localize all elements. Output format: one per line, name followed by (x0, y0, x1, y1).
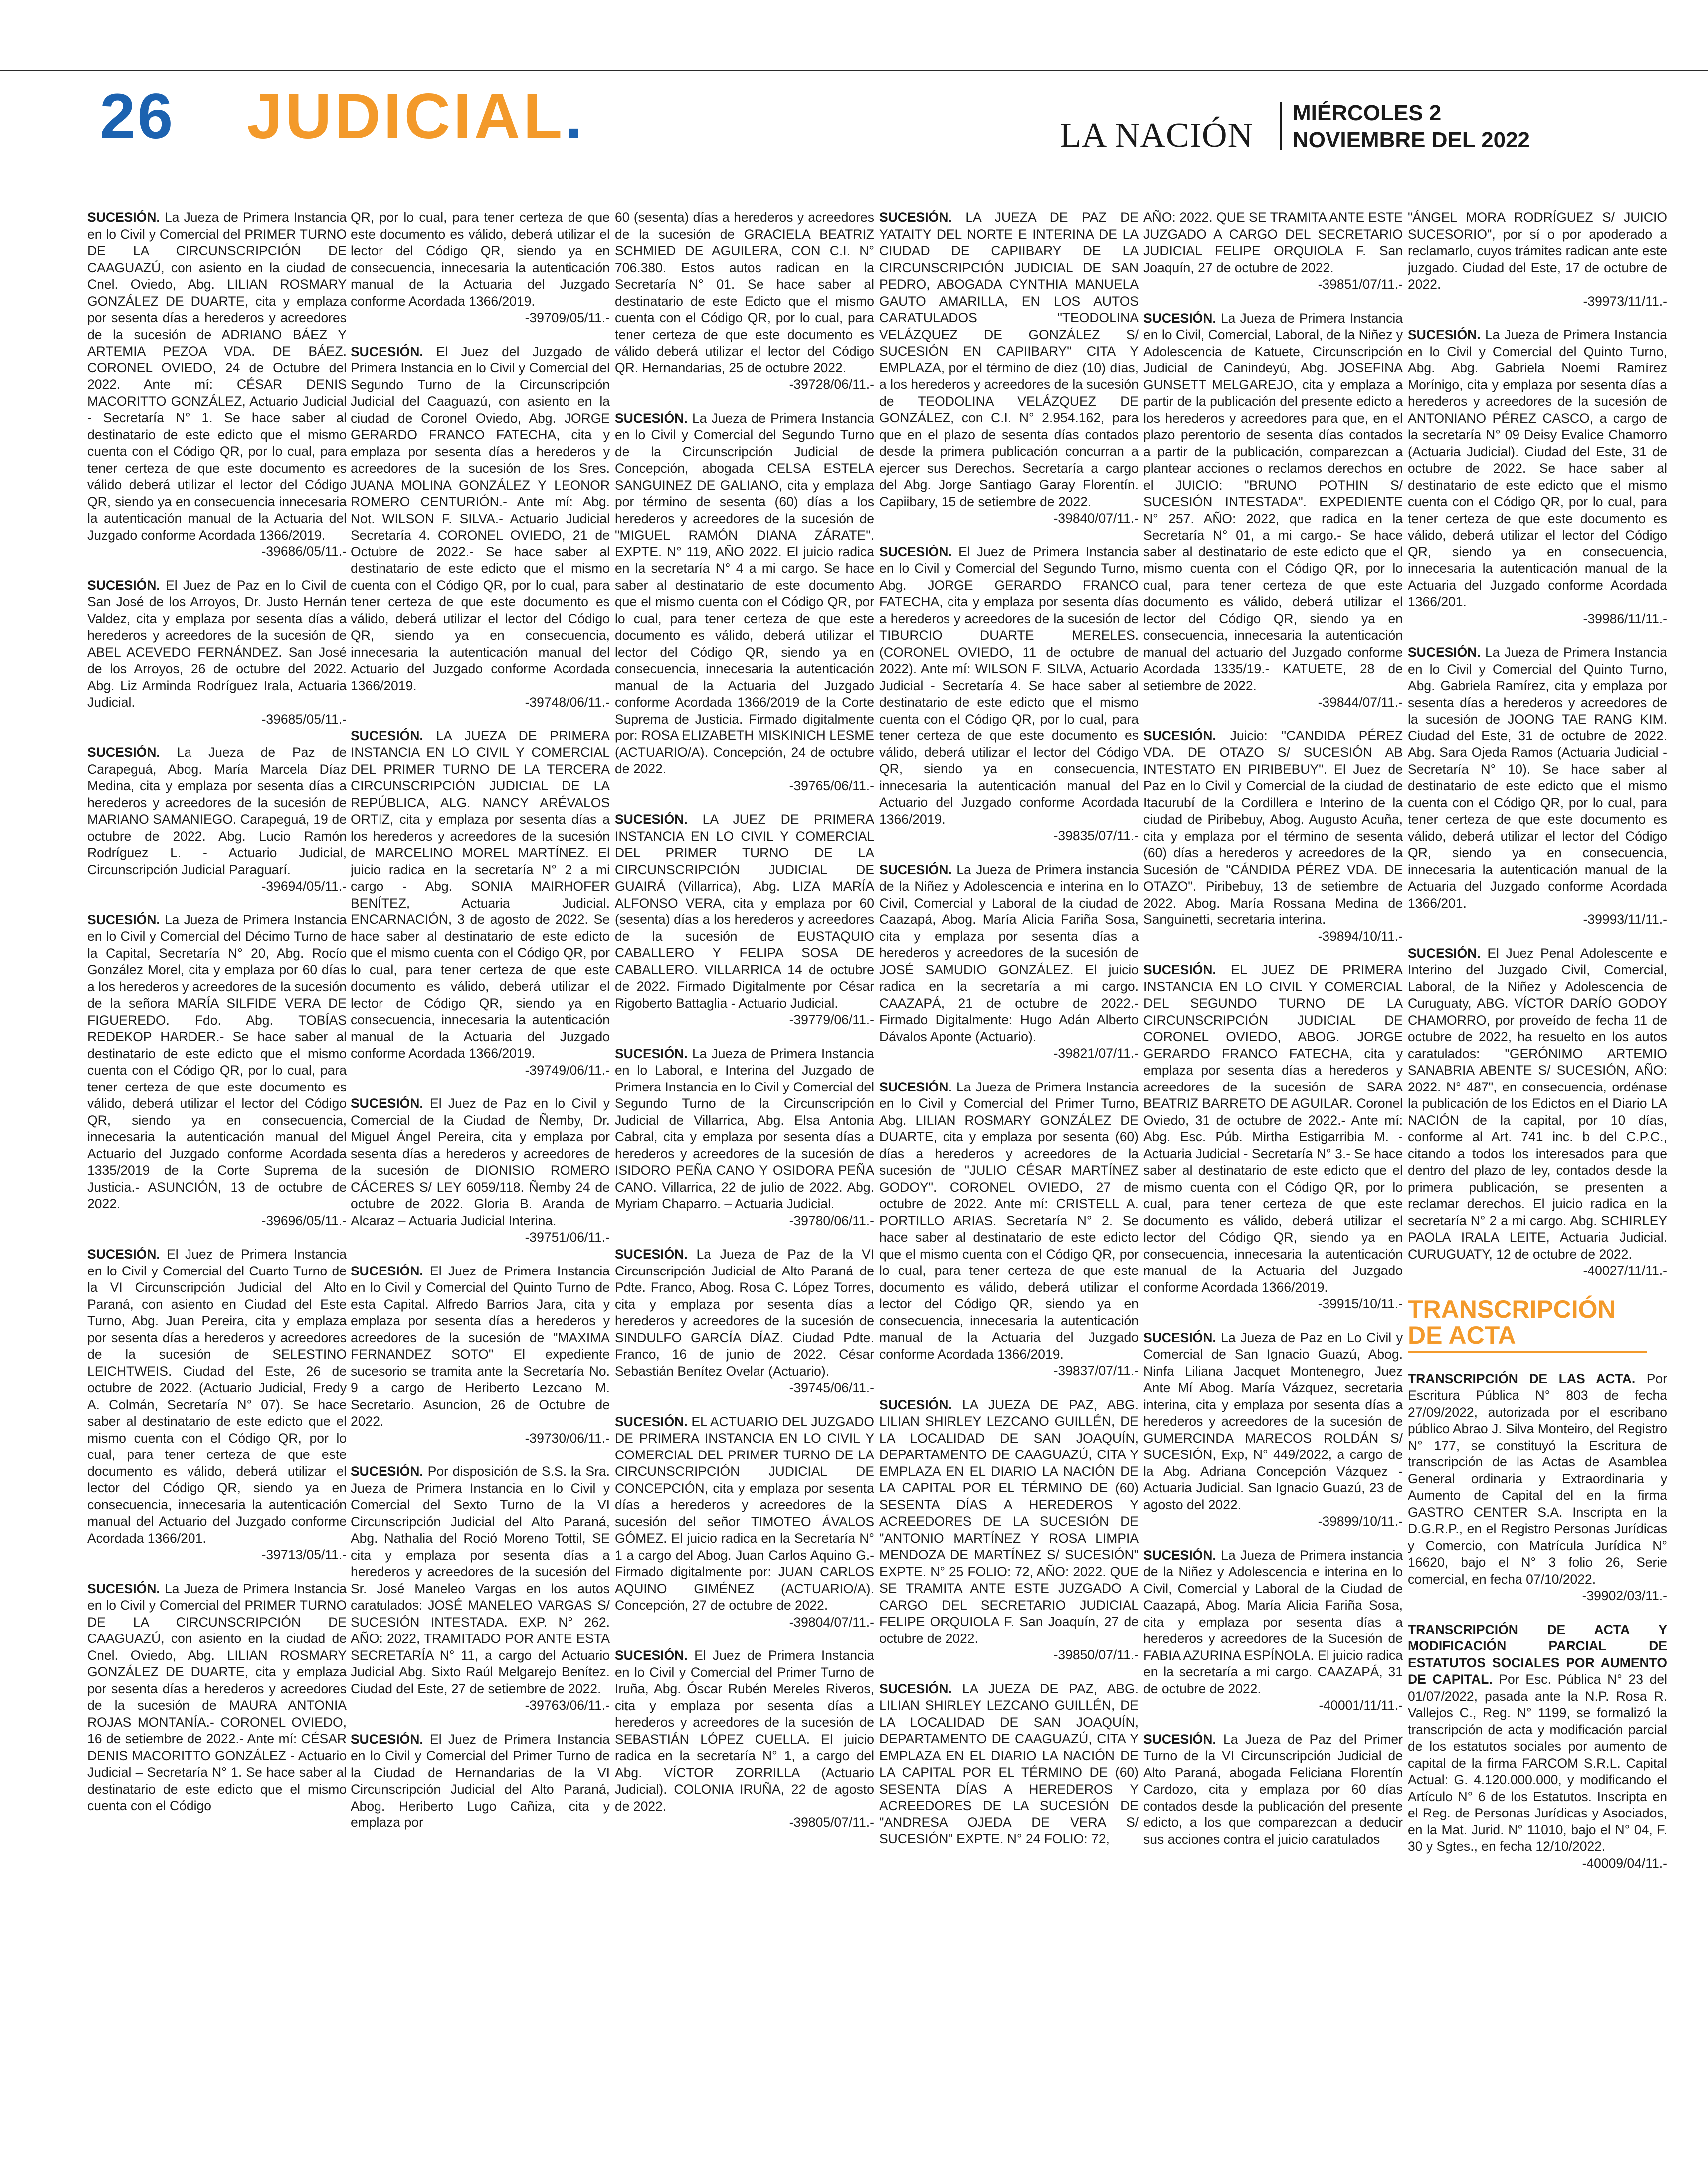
notice-reference: -39804/07/11.- (789, 1614, 874, 1630)
legal-notice (615, 1046, 874, 1230)
notice-heading: SUCESIÓN. (1408, 327, 1481, 342)
section-title-dot: . (565, 81, 586, 152)
notice-heading: SUCESIÓN. (351, 1464, 423, 1479)
notice-reference: -39751/06/11.- (525, 1230, 610, 1245)
notice-body: El Juez de Primera Instancia en lo Civil y Comercial del Segundo Turno, Abg. JORGE GERARDO FRANCO FATECHA, cita y emplaza por sesenta días a herederos y acreedores de la sucesión de TIBURCIO DUARTE MERELES. (CORONEL OVIEDO, 11 de octubre de 2022). Ante mí: WILSON F. SILVA, Actuario Judicial - Secretaría 4. Se hace saber al destinatario de este edicto que el mismo cuenta con el Código QR, por lo cual, para tener certeza de que este documento es válido, deberá utilizar el lector del Código QR, siendo ya en consecuencia, innecesaria la autenticación manual del Actuario del Juzgado conforme Acordada 1366/2019. (879, 544, 1139, 827)
legal-notice (1143, 1731, 1403, 1848)
notice-body: "ÁNGEL MORA RODRÍGUEZ S/ JUICIO SUCESORIO", por sí o por apoderado a reclamarlo, cuyos trámites radican ante este juzgado. Ciudad del Este, 17 de octubre de 2022. (1408, 210, 1667, 292)
notice-reference: -39973/11/11.- (1583, 293, 1667, 309)
notice-heading: SUCESIÓN. (1143, 962, 1216, 977)
notice-heading: SUCESIÓN. (1143, 728, 1216, 743)
notice-body: EL ACTUARIO DEL JUZGADO DE PRIMERA INSTANCIA EN LO CIVIL Y COMERCIAL DEL PRIMER TURNO DE LA CIRCUNSCRIPCIÓN JUDICIAL DE CONCEPCIÓN, cita y emplaza por sesenta días a herederos y acreedores de la sucesión del señor TIMOTEO ÁVALOS GÓMEZ. El juicio radica en la Secretaría N° 1 a cargo del Abog. Juan Carlos Aquino G.- Firmado digitalmente por: JUAN CARLOS AQUINO GIMÉNEZ (ACTUARIO/A). Concepción, 27 de octubre de 2022. (615, 1414, 874, 1613)
notice-reference: -39730/06/11.- (525, 1430, 610, 1446)
notice-body: AÑO: 2022. QUE SE TRAMITA ANTE ESTE JUZGADO A CARGO DEL SECRETARIO JUDICIAL FELIPE ORQUIOLA F. San Joaquín, 27 de octubre de 2022. (1143, 210, 1403, 275)
notice-heading: SUCESIÓN. (87, 210, 160, 225)
notice-body: La Jueza de Paz de la VI Circunscripción Judicial de Alto Paraná de Pdte. Franco, Abog. Rosa C. López Torres, cita y emplaza por sesenta días a herederos y acreedores de la sucesión de SINDULFO GARCÍA DÍAZ. Ciudad Pdte. Franco, 16 de junio de 2022. César Sebastián Benítez Ovelar (Actuario). (615, 1247, 874, 1379)
legal-notice (1408, 1371, 1667, 1605)
notice-body: La Jueza de Primera instancia de la Niñez y Adolescencia e interina en lo Civil, Comercial y Laboral de la Ciudad de Caazapá, Abog. María Alicia Fariña Sosa, cita y emplaza por sesenta días a herederos y acreedores de la Sucesión de FABIA AZURINA ESPÍNOLA. El juicio radica en la secretaría a mi cargo. CAAZAPÁ, 31 de octubre de 2022. (1143, 1547, 1403, 1696)
notice-reference: -39749/06/11.- (525, 1062, 610, 1078)
notice-heading: SUCESIÓN. (615, 812, 688, 827)
notice-heading: SUCESIÓN. (1143, 310, 1216, 326)
notice-reference: -39844/07/11.- (1318, 695, 1403, 710)
notice-body: La Jueza de Primera Instancia en lo Civil y Comercial del Quinto Turno, Abg. Abg. Gabriela Noemí Ramírez Morínigo, cita y emplaza por sesenta días a herederos y acreedores de la sucesión de ANTONIANO PÉREZ CASCO, a cargo de la secretaría N° 09 Deisy Evalice Chamorro (Actuaria Judicial). Ciudad del Este, 31 de octubre de 2022. Se hace saber al destinatario de este edicto que el mismo cuenta con el Código QR, por lo cual, para tener certeza de que este documento es válido, deberá utilizar el lector del Código QR, siendo ya en consecuencia, innecesaria la autenticación manual de la Actuaria del Juzgado conforme Acordada 1366/201. (1408, 327, 1667, 609)
notice-reference: -39696/05/11.- (261, 1213, 347, 1228)
legal-notice (879, 1681, 1139, 1848)
notice-body: La Jueza de Primera Instancia en lo Civil y Comercial del PRIMER TURNO DE LA CIRCUNSCRIPCIÓN DE CAAGUAZÚ, con asiento en la ciudad de Cnel. Oviedo, Abg. LILIAN ROSMARY GONZÁLEZ DE DUARTE, cita y emplaza por sesenta días a herederos y acreedores de la sucesión de ADRIANO BÁEZ Y ARTEMIA PEZOA VDA. DE BÁEZ. CORONEL OVIEDO, 24 de Octubre del 2022. Ante mí: CÉSAR DENIS MACORITTO GONZÁLEZ, Actuario Judicial - Secretaría N° 1. Se hace saber al destinatario de este edicto que el mismo cuenta con el Código QR, por lo cual, para tener certeza de que este documento es válido deberá utilizar el lector del Código QR, siendo ya en consecuencia innecesaria la autenticación manual de la Actuaria del Juzgado conforme Acordada 1366/2019. (87, 210, 347, 543)
notice-body: LA JUEZA DE PAZ, ABG. LILIAN SHIRLEY LEZCANO GUILLÉN, DE LA LOCALIDAD DE SAN JOAQUÍN, DEPARTAMENTO DE CAAGUAZÚ, CITA Y EMPLAZA EN EL DIARIO LA NACIÓN DE LA CAPITAL POR EL TÉRMINO DE (60) SESENTA DÍAS A HEREDEROS Y ACREEDORES DE LA SUCESIÓN DE "ANDRESA OJEDA DE VERA S/ SUCESIÓN" EXPTE. N° 24 FOLIO: 72, (879, 1681, 1139, 1846)
notice-reference: -39899/10/11.- (1318, 1514, 1403, 1529)
notice-heading: SUCESIÓN. (351, 728, 423, 743)
column-2 (351, 209, 610, 2144)
notice-heading: SUCESIÓN. (1408, 645, 1481, 660)
column-3 (615, 209, 874, 2144)
legal-notice (351, 1095, 610, 1246)
notice-body: El Juez de Primera Instancia en lo Civil y Comercial del Cuarto Turno de la VI Circunscripción Judicial del Alto Paraná, con asiento en Ciudad del Este Turno, Abg. Juan Pereira, cita y emplaza por sesenta días a herederos y acreedores de la sucesión de SELESTINO LEICHTWEIS. Ciudad del Este, 26 de octubre de 2022. (Actuario Judicial, Fredy A. Colmán, Secretaría N° 07). Se hace saber al destinatario de este edicto que el mismo cuenta con el Código QR, por lo cual, para tener certeza de que este documento es válido, deberá utilizar el lector del Código QR, siendo ya en consecuencia, innecesaria la autenticación manual del Actuario del Juzgado conforme Acordada 1366/201. (87, 1247, 347, 1546)
header-rule (0, 70, 1708, 71)
legal-notice (351, 344, 610, 711)
newspaper-logo: LA NACIÓN (1060, 116, 1254, 155)
notice-reference: -39993/11/11.- (1583, 912, 1667, 927)
notice-reference: -39745/06/11.- (789, 1380, 874, 1395)
legal-notice (351, 1731, 610, 1831)
notice-body: LA JUEZA DE PRIMERA INSTANCIA EN LO CIVIL Y COMERCIAL DEL PRIMER TURNO DE LA TERCERA CIRCUNSCRIPCIÓN JUDICIAL DE LA REPÚBLICA, ALG. NANCY ARÉVALOS ORTIZ, cita y emplaza por sesenta días a los herederos y acreedores de la sucesión de MARCELINO MOREL MARTÍNEZ. El juicio radica en la secretaría N° 2 a mi cargo - Abg. SONIA MAIRHOFER BENÍTEZ, Actuaria Judicial. ENCARNACIÓN, 3 de agosto de 2022. Se hace saber al destinatario de este edicto que el mismo cuenta con el Código QR, por lo cual, para tener certeza de que este documento es válido, deberá utilizar el lector de Código QR, siendo ya en consecuencia, innecesaria la autenticación manual de la Actuaria del Juzgado conforme Acordada 1366/2019. (351, 728, 610, 1061)
notice-reference: -39685/05/11.- (261, 711, 347, 726)
notice-heading: SUCESIÓN. (87, 745, 160, 760)
legal-notice (351, 209, 610, 327)
legal-notice (879, 1397, 1139, 1664)
notice-body: La Jueza de Primera instancia de la Niñez y Adolescencia e interina en lo Civil, Comercial y Laboral de la ciudad de Caazapá, Abog. María Alicia Fariña Sosa, cita y emplaza por sesenta días a herederos y acreedores de la sucesión de JOSÉ SAMUDIO GONZÁLEZ. El juicio radica en la secretaría a mi cargo. CAAZAPÁ, 21 de octubre de 2022.- Firmado Digitalmente: Hugo Adán Alberto Dávalos Aponte (Actuario). (879, 862, 1139, 1044)
notice-reference: -39780/06/11.- (789, 1213, 874, 1228)
legal-notice (615, 1246, 874, 1397)
notice-body: 60 (sesenta) días a herederos y acreedores de la sucesión de GRACIELA BEATRIZ SCHMIED DE AGUILERA, CON C.I. N° 706.380. Estos autos radican en la Secretaría N° 01. Se hace saber al destinatario de este Edicto que el mismo cuenta con el Código QR, por lo cual, para tener certeza de que este documento es válido deberá utilizar el lector del Código QR. Hernandarias, 25 de octubre 2022. (615, 210, 874, 375)
notice-heading: SUCESIÓN. (351, 1731, 423, 1747)
notice-body: LA JUEZ DE PRIMERA INSTANCIA EN LO CIVIL Y COMERCIAL DEL PRIMER TURNO DE LA CIRCUNSCRIPCIÓN JUDICIAL DE GUAIRÁ (Villarrica), Abg. LIZA MARÍA ALFONSO VERA, cita y emplaza por 60 (sesenta) días a los herederos y acreedores de la sucesión de EUSTAQUIO CABALLERO Y FELIPA SOSA DE CABALLERO. VILLARRICA 14 de octubre de 2022. Firmado Digitalmente por César Rigoberto Battaglia - Actuario Judicial. (615, 812, 874, 1011)
legal-notice (1143, 728, 1403, 945)
notice-heading: SUCESIÓN. (1408, 945, 1481, 961)
notice-heading: SUCESIÓN. (87, 1581, 160, 1596)
legal-notice (1143, 1330, 1403, 1530)
notice-body: El Juez de Paz en lo Civil de San José de los Arroyos, Dr. Justo Hernán Valdez, cita y emplaza por sesenta días a herederos y acreedores de la sucesión de ABEL ACEVEDO FERNÁNDEZ. San José de los Arroyos, 26 de octubre del 2022. Abg. Liz Arminda Rodríguez Irala, Actuaria Judicial. (87, 577, 347, 710)
notice-heading: SUCESIÓN. (615, 1046, 688, 1061)
notice-heading: SUCESIÓN. (879, 862, 952, 877)
legal-notice (1143, 962, 1403, 1313)
legal-notice (87, 1246, 347, 1564)
notice-body: EL JUEZ DE PRIMERA INSTANCIA EN LO CIVIL Y COMERCIAL DEL SEGUNDO TURNO DE LA CIRCUNSCRIPCIÓN JUDICIAL DE CORONEL OVIEDO, ABOG. JORGE GERARDO FRANCO FATECHA, cita y emplaza por sesenta días a herederos y acreedores de la sucesión de SARA BEATRIZ BARRETO DE AGUILAR. Coronel Oviedo, 31 de octubre de 2022.- Ante mí: Abg. Esc. Púb. Mirtha Estigarribia M. - Actuaria Judicial - Secretaría N° 3.- Se hace saber al destinatario de este edicto que el mismo cuenta con el Código QR, por lo cual, para tener certeza de que este documento es válido, deberá utilizar el lector del Código QR, siendo ya en consecuencia, innecesaria la autenticación manual de la Actuaria del Juzgado conforme Acordada 1366/2019. (1143, 962, 1403, 1295)
notice-reference: -39779/06/11.- (789, 1012, 874, 1027)
legal-notice (615, 1647, 874, 1831)
notice-heading: SUCESIÓN. (1143, 1731, 1216, 1747)
notice-heading: SUCESIÓN. (351, 1263, 423, 1278)
section-heading-line-1: TRANSCRIPCIÓN (1408, 1295, 1616, 1323)
notice-heading: SUCESIÓN. (351, 344, 423, 359)
notice-reference: -39728/06/11.- (789, 377, 874, 392)
legal-notice (351, 1463, 610, 1714)
notice-body: LA JUEZA DE PAZ, ABG. LILIAN SHIRLEY LEZCANO GUILLÉN, DE LA LOCALIDAD DE SAN JOAQUÍN, DEPARTAMENTO DE CAAGUAZÚ, CITA Y EMPLAZA EN EL DIARIO LA NACIÓN DE LA CAPITAL POR EL TÉRMINO DE (60) SESENTA DÍAS A HEREDEROS Y ACREEDORES DE LA SUCESIÓN DE "ANTONIO MARTÍNEZ Y ROSA LIMPIA MENDOZA DE MARTÍNEZ S/ SUCESIÓN" EXPTE. N° 25 FOLIO: 72, AÑO: 2022. QUE SE TRAMITA ANTE ESTE JUZGADO A CARGO DEL SECRETARIO JUDICIAL FELIPE ORQUIOLA F. San Joaquín, 27 de octubre de 2022. (879, 1397, 1139, 1646)
notice-reference: -39851/07/11.- (1318, 277, 1403, 292)
column-5 (1143, 209, 1403, 2144)
notice-body: Por Esc. Pública N° 23 del 01/07/2022, pasada ante la N.P. Rosa R. Vallejos C., Reg. N° 1199, se formalizó la transcripción de acta y modificación parcial de los estatutos sociales por aumento de capital de la firma FARCOM S.R.L. Capital Actual: G. 4.120.000.000, y modificando el Artículo N° 6 de los Estatutos. Inscripta en el Reg. de Personas Jurídicas y Asociados, en la Mat. Jurid. N° 11010, bajo el N° 04, F. 30 y Sgtes., en fecha 12/10/2022. (1408, 1672, 1667, 1854)
notice-reference: -39850/07/11.- (1053, 1647, 1139, 1662)
issue-date-line-1: MIÉRCOLES 2 (1293, 101, 1442, 125)
notice-reference: -39709/05/11.- (525, 310, 610, 325)
notice-heading: TRANSCRIPCIÓN DE ACTA Y MODIFICACIÓN PARCIAL DE ESTATUTOS SOCIALES POR AUMENTO DE CAPITAL. (1408, 1622, 1667, 1687)
legal-notice (879, 1079, 1139, 1380)
section-title (247, 80, 586, 153)
section-heading-line-2: DE ACTA (1408, 1321, 1516, 1349)
notice-reference: -39686/05/11.- (261, 544, 347, 559)
legal-notice (615, 1414, 874, 1631)
notice-heading: TRANSCRIPCIÓN DE LAS ACTA. (1408, 1371, 1636, 1386)
legal-notice (615, 811, 874, 1029)
notice-heading: SUCESIÓN. (879, 210, 952, 225)
legal-notice (1408, 327, 1667, 627)
notice-body: El Juez de Paz en lo Civil y Comercial de la Ciudad de Ñemby, Dr. Miguel Ángel Pereira, cita y emplaza por sesenta días a herederos y acreedores de la sucesión de DIONISIO ROMERO CÁCERES S/ LEY 6059/118. Ñemby 24 de octubre de 2022. Gloria B. Aranda de Alcaraz – Actuaria Judicial Interina. (351, 1096, 610, 1228)
notice-body: El Juez del Juzgado de Primera Instancia en lo Civil y Comercial del Segundo Turno de la Circunscripción Judicial del Caaguazú, con asiento en la ciudad de Coronel Oviedo, Abg. JORGE GERARDO FRANCO FATECHA, cita y emplaza por sesenta días a herederos y acreedores de la sucesión de los Sres. JUANA MOLINA GONZÁLEZ Y LEONOR ROMERO CENTURIÓN.- Ante mí: Abg. Not. WILSON F. SILVA.- Actuario Judicial Secretaría 4. CORONEL OVIEDO, 21 de Octubre de 2022.- Se hace saber al destinatario de este edicto que el mismo cuenta con el Código QR, por lo cual, para tener certeza de que este documento es válido, deberá utilizar el lector del Código QR, siendo ya en consecuencia, innecesaria la autenticación manual del Actuario del Juzgado conforme Acordada 1366/2019. (351, 344, 610, 693)
notice-body: El Juez Penal Adolescente e Interino del Juzgado Civil, Comercial, Laboral, de la Niñez y Adolescencia de Curuguaty, ABG. VÍCTOR DARÍO GODOY CHAMORRO, por proveído de fecha 11 de octubre de 2022, ha resuelto en los autos caratulados: "GERÓNIMO ARTEMIO SANABRIA ABENTE S/ SUCESIÓN, AÑO: 2022. N° 487", en consecuencia, ordénase la publicación de los Edictos en el Diario LA NACIÓN de la capital, por 10 días, conforme al Art. 741 inc. b del C.P.C., citando a todos los interesados para que dentro del plazo de ley, contados desde la primera publicación, se presenten a reclamar derechos. El juicio radica en la secretaría N° 2 a mi cargo. Abg. SCHIRLEY PAOLA IRALA LEITE, Actuaria Judicial. CURUGUATY, 12 de octubre de 2022. (1408, 945, 1667, 1262)
legal-notice (879, 862, 1139, 1062)
notice-heading: SUCESIÓN. (1143, 1330, 1216, 1345)
legal-notice (87, 1581, 347, 1815)
notice-body: La Jueza de Paz de Carapeguá, Abog. María Marcela Díaz Medina, cita y emplaza por sesenta días a herederos y acreedores de la sucesión de MARIANO SAMANIEGO. Carapeguá, 19 de octubre de 2022. Abg. Lucio Ramón Rodríguez L. - Actuario Judicial, Circunscripción Judicial Paraguarí. (87, 745, 347, 877)
notice-body: El Juez de Primera Instancia en lo Civil y Comercial del Primer Turno de la Ciudad de Hernandarias de la VI Circunscripción Judicial del Alto Paraná, Abog. Heriberto Lugo Cañiza, cita y emplaza por (351, 1731, 610, 1830)
notice-heading: SUCESIÓN. (615, 1247, 688, 1262)
notice-body: La Jueza de Primera Instancia en lo Civil, Comercial, Laboral, de la Niñez y Adolescencia de Katuete, Circunscripción Judicial de Canindeyú, Abg. JOSEFINA GUNSETT MELGAREJO, cita y emplaza a partir de la publicación del presente edicto a los herederos y acreedores para que, en el plazo perentorio de sesenta días contados a partir de la publicación, comparezcan a plantear acciones o reclamos derechos en el JUICIO: "BRUNO POTHIN S/ SUCESIÓN INTESTADA". EXPEDIENTE N° 257. AÑO: 2022, que radica en la Secretaría N° 01, a mi cargo.- Se hace saber al destinatario de este edicto que el mismo cuenta con el Código QR, por lo cual, para tener certeza de que este documento es válido, deberá utilizar el lector del Código QR, siendo ya en consecuencia, innecesaria la autenticación manual del actuario del Juzgado conforme Acordada 1335/19.- KATUETE, 28 de setiembre de 2022. (1143, 310, 1403, 693)
notice-heading: SUCESIÓN. (615, 1414, 688, 1429)
notice-body: La Jueza de Primera Instancia en lo Civil y Comercial del PRIMER TURNO DE LA CIRCUNSCRIPCIÓN DE CAAGUAZÚ, con asiento en la ciudad de Cnel. Oviedo, Abg. LILIAN ROSMARY GONZÁLEZ DE DUARTE, cita y emplaza por sesenta días a herederos y acreedores de la sucesión de MAURA ANTONIA ROJAS MONTANÍA.- CORONEL OVIEDO, 16 de setiembre de 2022.- Ante mí: CÉSAR DENIS MACORITTO GONZÁLEZ - Actuario Judicial – Secretaría N° 1. Se hace saber al destinatario de este edicto que el mismo cuenta con el Código (87, 1581, 347, 1813)
legal-notice (1408, 945, 1667, 1279)
legal-notice (615, 410, 874, 795)
column-4 (879, 209, 1139, 2144)
notice-body: La Jueza de Primera Instancia en lo Civil y Comercial del Décimo Turno de la Capital, Secretaría N° 20, Abg. Rocío González Morel, cita y emplaza por 60 días a los herederos y acreedores de la sucesión de la señora MARÍA SILFIDE VERA DE FIGUEREDO. Fdo. Abg. TOBÍAS REDEKOP HARDER.- Se hace saber al destinatario de este edicto que el mismo cuenta con el Código QR, por lo cual, para tener certeza de que este documento es válido, deberá utilizar el lector del Código QR, siendo ya en consecuencia, innecesaria la autenticación manual del Actuario del Juzgado conforme Acordada 1335/2019 de la Corte Suprema de Justicia.- ASUNCIÓN, 13 de octubre de 2022. (87, 912, 347, 1211)
notice-heading: SUCESIÓN. (87, 577, 160, 593)
notice-reference: -40009/04/11.- (1582, 1855, 1667, 1871)
legal-notice (1408, 644, 1667, 928)
header-divider (1280, 102, 1282, 150)
notice-body: La Jueza de Primera Instancia en lo Civil y Comercial del Segundo Turno de la Circunscripción Judicial de Concepción, abogada CELSA ESTELA SANGUINEZ DE GALIANO, cita y emplaza por término de sesenta (60) días a los herederos y acreedores de la sucesión de "MIGUEL RAMÓN DIANA ZÁRATE". EXPTE. N° 119, AÑO 2022. El juicio radica en la secretaría N° 4 a mi cargo. Se hace saber al destinatario de este documento que el mismo cuenta con el Código QR, por lo cual, para tener certeza de que este documento es válido, deberá utilizar el lector del Código QR, siendo ya en consecuencia, innecesaria la autenticación manual de la Actuaria del Juzgado conforme Acordada 1366/2019 de la Corte Suprema de Justicia. Firmado digitalmente por: ROSA ELIZABETH MISKINICH LESME (ACTUARIO/A). Concepción, 24 de octubre de 2022. (615, 410, 874, 776)
legal-notice (879, 209, 1139, 527)
notice-reference: -39837/07/11.- (1053, 1363, 1139, 1378)
issue-date (1293, 100, 1530, 154)
legal-notice (1143, 310, 1403, 711)
notice-reference: -39748/06/11.- (525, 695, 610, 710)
notice-body: La Jueza de Primera Instancia en lo Civil y Comercial del Quinto Turno, Abg. Gabriela Ramírez, cita y emplaza por sesenta días a herederos y acreedores de la sucesión de JOONG TAE RANG KIM. Ciudad del Este, 31 de octubre de 2022. Abg. Sara Ojeda Ramos (Actuaria Judicial - Secretaría N° 10). Se hace saber al destinatario de este edicto que el mismo cuenta con el Código QR, por lo cual, para tener certeza de que este documento es válido, deberá utilizar el lector del Código QR, siendo ya en consecuencia, innecesaria la autenticación manual de la Actuaria del Juzgado conforme Acordada 1366/201. (1408, 645, 1667, 910)
notice-body: La Jueza de Paz en Lo Civil y Comercial de San Ignacio Guazú, Abog. Ninfa Liliana Jacquet Montenegro, Juez Ante Mí Abog. María Vázquez, secretaria interina, cita y emplaza por sesenta días a herederos y acreedores de la sucesión de GUMERCINDA MARECOS ROLDÁN S/ SUCESIÓN, Exp, N° 449/2022, a cargo de la Abg. Adriana Concepción Vázquez - Actuaria Judicial. San Ignacio Guazú, 23 de agosto del 2022. (1143, 1330, 1403, 1512)
notice-heading: SUCESIÓN. (1143, 1547, 1216, 1563)
notice-heading: SUCESIÓN. (879, 1681, 952, 1696)
section-title-text: JUDICIAL (247, 81, 566, 152)
legal-notice (879, 544, 1139, 845)
notice-body: La Jueza de Primera Instancia en lo Civil y Comercial del Primer Turno, Abg. LILIAN ROSMARY GONZÁLEZ DE DUARTE, cita y emplaza por sesenta (60) días a herederos y acreedores de la sucesión de "JULIO CÉSAR MARTÍNEZ GODOY". CORONEL OVIEDO, 27 de octubre de 2022. Ante mí: CRISTELL A. PORTILLO ARIAS. Secretaría N° 2. Se hace saber al destinatario de este edicto que el mismo cuenta con el Código QR, por lo cual, para tener certeza de que este documento es válido, deberá utilizar el lector del Código QR, siendo ya en consecuencia, innecesaria la autenticación manual de la Actuaria del Juzgado conforme Acordada 1366/2019. (879, 1079, 1139, 1362)
notice-reference: -39840/07/11.- (1053, 511, 1139, 526)
legal-notice (87, 744, 347, 895)
notice-heading: SUCESIÓN. (879, 1397, 952, 1412)
legal-notice (1408, 209, 1667, 310)
notice-reference: -39765/06/11.- (789, 778, 874, 793)
page-number: 26 (100, 81, 175, 152)
notice-body: Juicio: "CANDIDA PÉREZ VDA. DE OTAZO S/ SUCESIÓN AB INTESTATO EN PIRIBEBUY". El Juez de Paz en lo Civil y Comercial de la ciudad de Itacurubí de la Cordillera e Interino de la ciudad de Piribebuy, Abog. Augusto Acuña, cita y emplaza por el término de sesenta (60) días a herederos y acreedores de la Sucesión de "CÁNDIDA PÉREZ VDA. DE OTAZO". Piribebuy, 13 de setiembre de 2022. Abog. María Rossana Medina de Sanguinetti, secretaria interina. (1143, 728, 1403, 927)
notice-reference: -39821/07/11.- (1053, 1046, 1139, 1061)
issue-date-line-2: NOVIEMBRE DEL 2022 (1293, 128, 1530, 152)
notice-reference: -40027/11/11.- (1583, 1263, 1667, 1278)
legal-notice (87, 912, 347, 1230)
notice-heading: SUCESIÓN. (87, 1247, 160, 1262)
notice-reference: -39894/10/11.- (1318, 928, 1403, 944)
notice-reference: -39694/05/11.- (261, 879, 347, 894)
notice-reference: -39986/11/11.- (1583, 611, 1667, 626)
notice-heading: SUCESIÓN. (87, 912, 160, 927)
column-6 (1408, 209, 1667, 2144)
legal-notice (1143, 1547, 1403, 1714)
notice-heading: SUCESIÓN. (351, 1096, 423, 1111)
notice-body: LA JUEZA DE PAZ DE YATAITY DEL NORTE E INTERINA DE LA CIUDAD DE CAPIIBARY DE LA CIRCUNSCRIPCIÓN JUDICIAL DE SAN PEDRO, ABOGADA CYNTHIA MANUELA GAUTO AMARILLA, EN LOS AUTOS CARATULADOS "TEODOLINA VELÁZQUEZ DE GONZÁLEZ S/ SUCESIÓN EN CAPIIBARY" CITA Y EMPLAZA, por el término de diez (10) días, a los herederos y acreedores de la sucesión de TEODOLINA VELÁZQUEZ DE GONZÁLEZ, con C.I. N° 2.954.162, para que en el plazo de sesenta días contados desde la primera publicación concurran a ejercer sus Derechos. Secretaría a cargo del Abg. Jorge Santiago Garay Florentín. Capiibary, 15 de setiembre de 2022. (879, 210, 1139, 509)
notice-heading: SUCESIÓN. (879, 1079, 952, 1094)
legal-notice (351, 1263, 610, 1447)
transcripcion-section-heading (1408, 1296, 1647, 1353)
notice-body: Por disposición de S.S. la Sra. Jueza de Primera Instancia en lo Civil y Comercial del Sexto Turno de la VI Circunscripción Judicial del Alto Paraná, Abg. Nathalia del Roció Moreno Tottil, SE cita y emplaza por sesenta días a herederos y acreedores de la sucesión del Sr. José Maneleo Vargas en los autos caratulados: JOSÉ MANELEO VARGAS S/ SUCESIÓN INTESTADA. EXP. N° 262. AÑO: 2022, TRAMITADO POR ANTE ESTA SECRETARÍA N° 11, a cargo del Actuario Judicial Abg. Sixto Raúl Melgarejo Benítez. Ciudad del Este, 27 de setiembre de 2022. (351, 1464, 610, 1696)
notice-reference: -39902/03/11.- (1582, 1588, 1667, 1603)
notice-heading: SUCESIÓN. (615, 410, 688, 426)
notice-heading: SUCESIÓN. (879, 544, 952, 559)
notice-reference: -39835/07/11.- (1053, 828, 1139, 843)
notice-body: QR, por lo cual, para tener certeza de que este documento es válido, deberá utilizar el lector del Código QR, siendo ya en consecuencia, innecesaria la autenticación manual de la Actuaria del Juzgado conforme Acordada 1366/2019. (351, 210, 610, 309)
notice-reference: -39713/05/11.- (261, 1547, 347, 1562)
legal-notice (615, 209, 874, 393)
legal-notice (1143, 209, 1403, 293)
notice-reference: -39805/07/11.- (789, 1815, 874, 1830)
column-1 (87, 209, 347, 2144)
legal-notice (351, 728, 610, 1079)
notice-body: La Jueza de Primera Instancia en lo Laboral, e Interina del Juzgado de Primera Instancia en lo Civil y Comercial del Segundo Turno de la Circunscripción Judicial de Villarrica, Abg. Elsa Antonia Cabral, cita y emplaza por sesenta días a herederos y acreedores de la sucesión de ISIDORO PEÑA CANO Y OSIDORA PEÑA CANO. Villarrica, 22 de julio de 2022. Abg. Myriam Chaparro. – Actuaria Judicial. (615, 1046, 874, 1211)
notice-heading: SUCESIÓN. (615, 1648, 688, 1663)
notice-reference: -39763/06/11.- (525, 1698, 610, 1713)
legal-notice (1408, 1622, 1667, 1872)
legal-notice (87, 209, 347, 560)
notice-body: Por Escritura Pública N° 803 de fecha 27/09/2022, autorizada por el escribano público Abrao J. Silva Monteiro, del Registro N° 177, se constituyó la Escritura de transcripción de las Actas de Asamblea General ordinaria y Extraordinaria y Aumento de Capital del en la firma GASTRO CENTER S.A. Inscripta en la D.G.R.P., en el Registro Personas Jurídicas y Comercio, con Matrícula Jurídica N° 16620, bajo el N° 3 folio 26, Serie comercial, en fecha 07/10/2022. (1408, 1371, 1667, 1587)
notice-body: El Juez de Primera Instancia en lo Civil y Comercial del Primer Turno de Iruña, Abg. Óscar Rubén Mereles Riveros, cita y emplaza por sesenta días a herederos y acreedores de la sucesión de SEBASTIÁN LÓPEZ CUELLA. El juicio radica en la secretaría N° 1, a cargo del Abg. VÍCTOR ZORRILLA (Actuario Judicial). COLONIA IRUÑA, 22 de agosto de 2022. (615, 1648, 874, 1814)
notice-body: La Jueza de Paz del Primer Turno de la VI Circunscripción Judicial de Alto Paraná, abogada Feliciana Florentín Cardozo, cita y emplaza por 60 días contados desde la publicación del presente edicto, a los que comparezcan a deducir sus acciones contra el juicio caratulados (1143, 1731, 1403, 1847)
legal-notice (87, 577, 347, 728)
notice-reference: -39915/10/11.- (1318, 1296, 1403, 1311)
notice-body: El Juez de Primera Instancia en lo Civil y Comercial del Quinto Turno de esta Capital. Alfredo Barrios Jara, cita y emplaza por sesenta días a herederos y acreedores de la sucesión de "MAXIMA FERNANDEZ SOTO" El expediente sucesorio se tramita ante la Secretaría No. 9 a cargo de Heriberto Lezcano M. Secretario. Asuncion, 26 de Octubre de 2022. (351, 1263, 610, 1429)
notice-reference: -40001/11/11.- (1319, 1698, 1403, 1713)
